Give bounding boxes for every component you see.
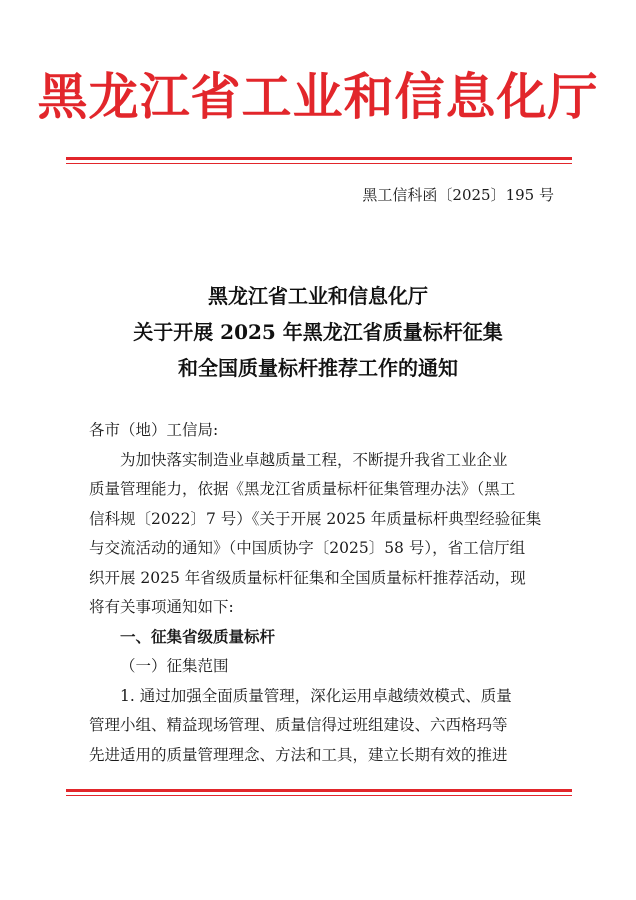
document-number: 黑工信科函〔2025〕195 号: [362, 186, 554, 204]
divider-thin-line: [66, 795, 572, 796]
divider-thick-line: [66, 157, 572, 160]
paragraph-line: 织开展 2025 年省级质量标杆征集和全国质量标杆推荐活动，现: [89, 568, 526, 587]
title-line: 关于开展 2025 年黑龙江省质量标杆征集: [133, 320, 503, 344]
section-heading: 一、征集省级质量标杆: [120, 627, 276, 646]
title-line: 黑龙江省工业和信息化厅: [208, 284, 428, 308]
salutation: 各市（地）工信局:: [89, 421, 219, 439]
paragraph-line: 将有关事项通知如下:: [89, 598, 234, 616]
paragraph-line: 质量管理能力，依据《黑龙江省质量标杆征集管理办法》（黑工: [89, 480, 516, 498]
footer-divider: [66, 789, 572, 796]
item-line: 管理小组、精益现场管理、质量信得过班组建设、六西格玛等: [89, 716, 508, 734]
masthead-divider: [66, 157, 572, 164]
subsection-heading: （一）征集范围: [120, 657, 229, 675]
organization-masthead: 黑龙江省工业和信息化厅: [37, 67, 599, 126]
document-title: [0, 278, 636, 386]
item-line: 先进适用的质量管理理念、方法和工具，建立长期有效的推进: [89, 745, 508, 764]
item-line: 1. 通过加强全面质量管理，深化运用卓越绩效模式、质量: [120, 686, 512, 705]
title-line: 和全国质量标杆推荐工作的通知: [178, 356, 458, 380]
paragraph-line: 为加快落实制造业卓越质量工程，不断提升我省工业企业: [120, 450, 508, 469]
paragraph-line: 信科规〔2022〕7 号）《关于开展 2025 年质量标杆典型经验征集: [89, 509, 542, 528]
divider-thick-line: [66, 789, 572, 792]
paragraph-line: 与交流活动的通知》（中国质协字〔2025〕58 号），省工信厅组: [89, 539, 526, 557]
divider-thin-line: [66, 163, 572, 164]
document-body: [89, 416, 549, 770]
